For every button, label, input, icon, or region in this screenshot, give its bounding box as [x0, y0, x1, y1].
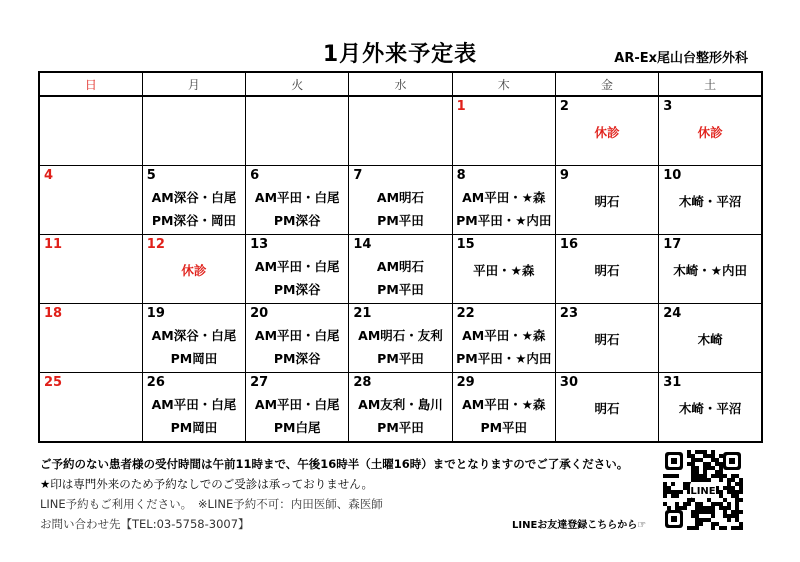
doctor-schedule: AM明石・友利: [358, 328, 443, 343]
doctor-schedule: PM深谷: [273, 282, 321, 297]
day-number: 27: [250, 375, 269, 390]
day-cell: [349, 166, 452, 235]
day-cell: [39, 96, 142, 166]
day-number: 3: [663, 99, 673, 114]
footer-reception-note: ご予約のない患者様の受付時間は午前11時まで、午後16時半（土曜16時）までとなりますのでご了承ください。: [40, 457, 629, 471]
day-cell: [349, 373, 452, 443]
day-cell: [246, 373, 349, 443]
doctor-schedule: AM平田・白尾: [254, 328, 340, 343]
weekday-wed: 水: [349, 72, 452, 96]
clinic-name: AR-Ex尾山台整形外科: [614, 51, 748, 66]
day-number: 4: [44, 168, 54, 183]
doctor-schedule: AM深谷・白尾: [151, 328, 237, 343]
doctor-schedule: AM平田・白尾: [151, 397, 237, 412]
day-number: 10: [663, 168, 682, 183]
doctor-schedule: AM平田・白尾: [254, 190, 340, 205]
schedule-entries: [659, 121, 761, 144]
doctor-schedule: AM平田・★森: [462, 328, 546, 343]
day-number: 22: [456, 306, 475, 321]
day-cell: [142, 373, 245, 443]
day-number: 18: [44, 306, 63, 321]
day-number: 16: [559, 237, 578, 252]
schedule-entries: [143, 393, 245, 439]
weekday-thu: 木: [452, 72, 555, 96]
day-cell: [555, 235, 658, 304]
qr-line-label: LINE: [690, 486, 716, 497]
day-cell: [142, 235, 245, 304]
doctor-schedule: PM平田・★内田: [456, 213, 552, 228]
schedule-entries: [453, 259, 555, 282]
weekday-fri: 金: [555, 72, 658, 96]
day-number: 7: [353, 168, 363, 183]
schedule-entries: [143, 324, 245, 370]
week-row: [39, 96, 762, 166]
doctor-schedule: AM平田・★森: [462, 190, 546, 205]
day-number: 30: [559, 375, 578, 390]
day-cell: [452, 373, 555, 443]
schedule-entries: [246, 186, 348, 232]
schedule-entries: [349, 255, 451, 301]
day-cell: [452, 235, 555, 304]
day-cell: [246, 304, 349, 373]
day-number: 19: [146, 306, 165, 321]
day-number: 12: [146, 237, 165, 252]
doctor-schedule: PM白尾: [273, 420, 321, 435]
schedule-entries: [659, 328, 761, 351]
footer-specialist-note: ★印は専門外来のため予約なしでのご受診は承っておりません。: [40, 477, 373, 491]
day-cell: [555, 373, 658, 443]
day-cell: [39, 235, 142, 304]
doctor-schedule: 明石: [594, 332, 620, 347]
schedule-entries: [556, 328, 658, 351]
day-cell: [39, 166, 142, 235]
doctor-schedule: AM平田・白尾: [254, 397, 340, 412]
doctor-schedule: PM深谷: [273, 351, 321, 366]
doctor-schedule: 木崎・平沼: [678, 401, 742, 416]
day-number: 13: [250, 237, 269, 252]
doctor-schedule: 休診: [594, 125, 620, 140]
day-cell: [246, 166, 349, 235]
doctor-schedule: PM平田: [480, 420, 528, 435]
day-number: 26: [146, 375, 165, 390]
week-row: [39, 304, 762, 373]
doctor-schedule: PM深谷: [273, 213, 321, 228]
day-cell: [246, 235, 349, 304]
schedule-entries: [349, 393, 451, 439]
page-title: 1月外来予定表: [322, 42, 478, 67]
schedule-entries: [453, 186, 555, 232]
week-row: [39, 166, 762, 235]
calendar-table: [38, 71, 763, 443]
schedule-entries: [143, 186, 245, 232]
schedule-entries: [143, 259, 245, 282]
schedule-entries: [659, 190, 761, 213]
doctor-schedule: AM深谷・白尾: [151, 190, 237, 205]
day-number: 8: [456, 168, 466, 183]
doctor-schedule: 明石: [594, 194, 620, 209]
doctor-schedule: PM平田: [377, 351, 424, 366]
schedule-entries: [453, 324, 555, 370]
day-number: 11: [44, 237, 63, 252]
doctor-schedule: 明石: [594, 401, 620, 416]
day-cell: [659, 373, 762, 443]
day-number: 17: [663, 237, 682, 252]
weekday-mon: 月: [142, 72, 245, 96]
day-cell: [452, 166, 555, 235]
footer-line-note: LINE予約もご利用ください。 ※LINE予約不可：内田医師、森医師: [40, 497, 383, 511]
schedule-entries: [246, 324, 348, 370]
doctor-schedule: 木崎・平沼: [678, 194, 742, 209]
schedule-entries: [659, 259, 761, 282]
schedule-entries: [349, 324, 451, 370]
schedule-entries: [659, 397, 761, 420]
day-cell: [39, 373, 142, 443]
day-cell: [659, 304, 762, 373]
day-cell: [452, 96, 555, 166]
doctor-schedule: 木崎・★内田: [673, 263, 747, 278]
day-number: 14: [353, 237, 372, 252]
day-cell: [452, 304, 555, 373]
doctor-schedule: PM平田: [377, 420, 424, 435]
week-row: [39, 235, 762, 304]
schedule-entries: [556, 121, 658, 144]
doctor-schedule: AM平田・白尾: [254, 259, 340, 274]
day-cell: [349, 235, 452, 304]
day-number: 24: [663, 306, 682, 321]
day-number: 2: [559, 99, 569, 114]
day-cell: [349, 96, 452, 166]
doctor-schedule: PM岡田: [170, 351, 218, 366]
schedule-entries: [246, 393, 348, 439]
doctor-schedule: 休診: [181, 263, 207, 278]
weekday-tue: 火: [246, 72, 349, 96]
day-number: 1: [456, 99, 466, 114]
schedule-entries: [349, 186, 451, 232]
day-number: 21: [353, 306, 372, 321]
day-number: 20: [250, 306, 269, 321]
day-cell: [142, 304, 245, 373]
day-cell: [555, 166, 658, 235]
day-cell: [555, 96, 658, 166]
day-cell: [142, 166, 245, 235]
schedule-entries: [453, 393, 555, 439]
weekday-sun: 日: [39, 72, 142, 96]
day-cell: [142, 96, 245, 166]
day-number: 5: [146, 168, 156, 183]
doctor-schedule: PM岡田: [170, 420, 218, 435]
day-number: 25: [44, 375, 63, 390]
schedule-entries: [556, 259, 658, 282]
doctor-schedule: PM平田: [377, 213, 424, 228]
doctor-schedule: 明石: [594, 263, 620, 278]
schedule-entries: [556, 397, 658, 420]
day-number: 15: [456, 237, 475, 252]
doctor-schedule: 木崎: [697, 332, 723, 347]
doctor-schedule: PM深谷・岡田: [151, 213, 236, 228]
line-friend-link[interactable]: LINEお友達登録こちらから☞: [512, 520, 647, 531]
day-cell: [39, 304, 142, 373]
day-number: 9: [559, 168, 569, 183]
qr-code-icon[interactable]: [662, 449, 744, 531]
day-number: 28: [353, 375, 372, 390]
day-cell: [555, 304, 658, 373]
weekday-sat: 土: [659, 72, 762, 96]
day-number: 31: [663, 375, 682, 390]
day-number: 29: [456, 375, 475, 390]
doctor-schedule: AM平田・★森: [462, 397, 546, 412]
day-cell: [659, 235, 762, 304]
schedule-entries: [246, 255, 348, 301]
doctor-schedule: AM明石: [376, 190, 425, 205]
day-cell: [659, 166, 762, 235]
day-cell: [659, 96, 762, 166]
day-number: 6: [250, 168, 260, 183]
schedule-entries: [556, 190, 658, 213]
day-cell: [246, 96, 349, 166]
doctor-schedule: 平田・★森: [473, 263, 535, 278]
doctor-schedule: AM友利・島川: [358, 397, 443, 412]
doctor-schedule: AM明石: [376, 259, 425, 274]
doctor-schedule: 休診: [697, 125, 723, 140]
weekday-header-row: [39, 72, 762, 96]
doctor-schedule: PM平田: [377, 282, 424, 297]
doctor-schedule: PM平田・★内田: [456, 351, 552, 366]
week-row: [39, 373, 762, 443]
day-number: 23: [559, 306, 578, 321]
day-cell: [349, 304, 452, 373]
footer-contact: お問い合わせ先【TEL:03-5758-3007】: [40, 517, 250, 531]
